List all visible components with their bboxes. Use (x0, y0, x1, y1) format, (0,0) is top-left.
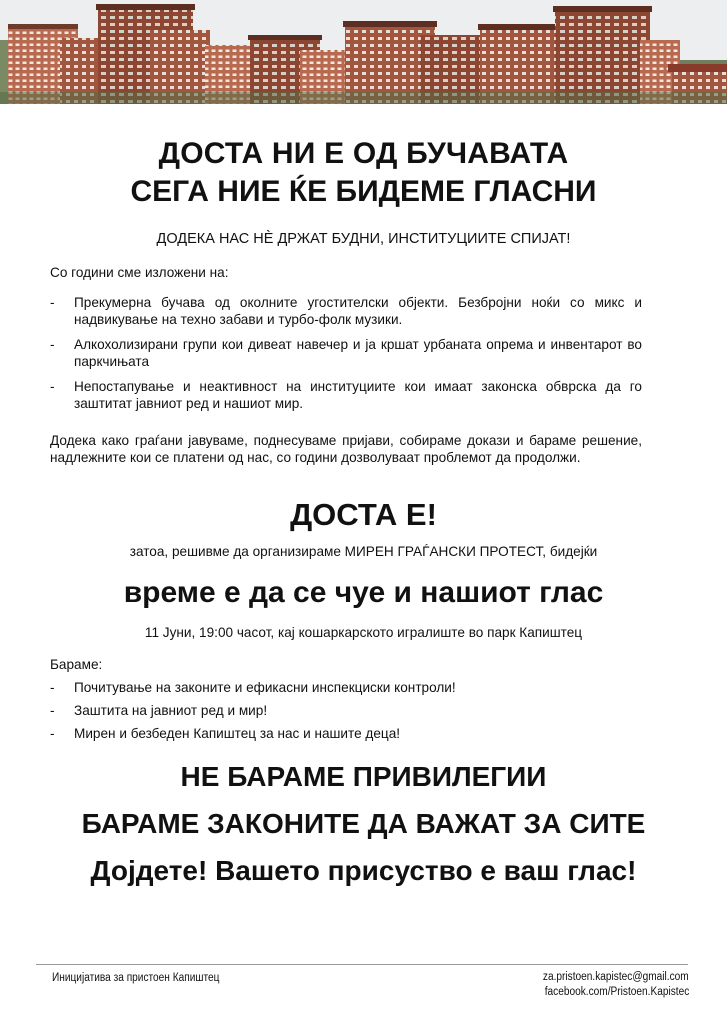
list-item (50, 378, 642, 412)
header-photo-apartment-blocks (0, 0, 727, 104)
exposure-list (50, 294, 642, 420)
footer-divider (36, 964, 688, 965)
closing-paragraph: Додека како граѓани јавуваме, поднесуваме пријави, собираме докази и бараме решение, надлежните кои се платени од нас, со години дозволуваат проблемот да продолжи. (50, 433, 642, 465)
bullet-dash: - (50, 726, 55, 741)
slogan-line-3: Дојдете! Вашето присуство е ваш глас! (90, 855, 637, 886)
headline-line-1: ДОСТА НИ Е ОД БУЧАВАТА (158, 137, 569, 170)
slogan-line-1: НЕ БАРАМЕ ПРИВИЛЕГИИ (180, 761, 547, 792)
list-item (50, 679, 642, 696)
enough-heading: ДОСТА Е! (290, 497, 437, 532)
bullet-dash: - (50, 703, 55, 718)
list-item-text: Непостапување и неактивност на институциите кои имаат законска обврска да го заштитат јавниот ред и нашиот мир. (74, 379, 642, 411)
list-item-text: Алкохолизирани групи кои дивеат навечер и ја кршат урбаната опрема и инвентарот во паркчињата (74, 337, 642, 369)
intro-text: Со години сме изложени на: (50, 265, 229, 280)
bullet-dash: - (50, 295, 55, 310)
protest-decision-text: затоа, решивме да организираме МИРЕН ГРАЃАНСКИ ПРОТЕСТ, бидејќи (129, 544, 598, 559)
voice-heading: време е да се чуе и нашиот глас (123, 576, 604, 609)
list-item-text: Заштита на јавниот ред и мир! (74, 703, 268, 718)
subtitle: ДОДЕКА НАС НÈ ДРЖАТ БУДНИ, ИНСТИТУЦИИТЕ СПИЈАТ! (156, 231, 571, 247)
footer-email: za.pristoen.kapistec@gmail.com (543, 971, 689, 983)
list-item-text: Прекумерна бучава од околните угостителски објекти. Безбројни ноќи со микс и надвикување на техно забави и турбо-фолк музики. (74, 295, 642, 327)
list-item (50, 294, 642, 328)
event-details: 11 Јуни, 19:00 часот, кај кошаркарското игралиште во парк Капиштец (144, 625, 583, 640)
bullet-dash: - (50, 680, 55, 695)
demands-label: Бараме: (50, 657, 103, 672)
bullet-dash: - (50, 379, 55, 394)
bullet-dash: - (50, 337, 55, 352)
slogan-line-2: БАРАМЕ ЗАКОНИТЕ ДА ВАЖАТ ЗА СИТЕ (81, 808, 646, 839)
footer-facebook: facebook.com/Pristoen.Kapistec (544, 986, 689, 998)
footer-initiative-name: Иницијатива за пристоен Капиштец (52, 972, 220, 984)
list-item-text: Мирен и безбеден Капиштец за нас и нашите деца! (74, 726, 401, 741)
list-item (50, 336, 642, 370)
headline-line-2: СЕГА НИЕ ЌЕ БИДЕМЕ ГЛАСНИ (130, 175, 597, 208)
list-item (50, 702, 642, 719)
list-item-text: Почитување на законите и ефикасни инспекциски контроли! (74, 680, 456, 695)
list-item (50, 725, 642, 742)
demands-list (50, 679, 642, 748)
